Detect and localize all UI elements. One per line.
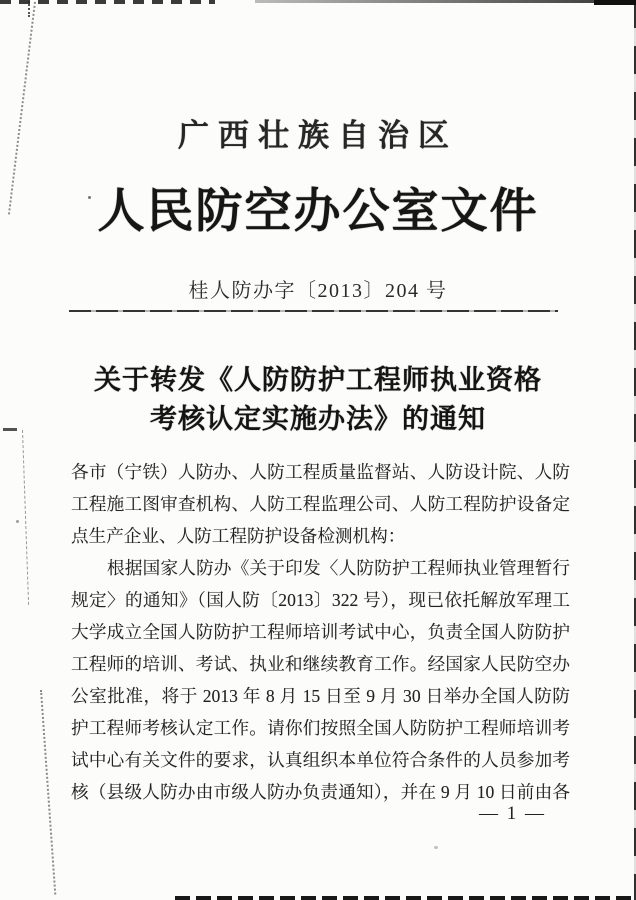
document-reference-number: 桂人防办字〔2013〕204 号 (188, 280, 448, 302)
scan-artifact-speck (434, 846, 438, 849)
body-line: 根据国家人防办《关于印发〈人防防护工程师执业管理暂行 (107, 558, 570, 578)
document-title-line-1: 关于转发《人防防护工程师执业资格 (94, 365, 542, 395)
body-line: 护工程师考核认定工作。请你们按照全国人防防护工程师培训考 (71, 718, 570, 738)
body-line: 工程施工图审查机构、人防工程监理公司、人防工程防护设备定 (71, 494, 570, 514)
scan-artifact-bottom-edge-dashes (175, 896, 636, 900)
body-line: 规定〉的通知》（国人防〔2013〕322 号），现已依托解放军理工 (71, 590, 570, 610)
letterhead-office-name: 人民防空办公室文件 (97, 186, 539, 238)
body-line: 核（县级人防办由市级人防办负责通知），并在 9 月 10 日前由各 (71, 782, 570, 802)
scan-artifact-top-edge-dashes (0, 0, 215, 4)
letterhead-region-name: 广西壮族自治区 (178, 118, 458, 153)
scan-artifact-top-tick-marks (28, 1, 30, 17)
document-body (71, 456, 570, 808)
body-line: 公室批准，将于 2013 年 8 月 15 日至 9 月 30 日举办全国人防防 (71, 686, 570, 706)
body-line: 点生产企业、人防工程防护设备检测机构： (71, 526, 406, 546)
separator-line (69, 310, 558, 312)
scan-artifact-top-right-corner (594, 0, 636, 5)
document-title (40, 361, 596, 439)
scan-artifact-speck (16, 520, 19, 523)
body-line: 工程师的培训、考试、执业和继续教育工作。经国家人民防空办 (71, 654, 570, 674)
body-line: 各市（宁铁）人防办、人防工程质量监督站、人防设计院、人防 (71, 462, 570, 482)
document-title-line-2: 考核认定实施办法》的通知 (150, 404, 486, 434)
page-number: — 1 — (479, 803, 546, 824)
scan-artifact-left-dash (3, 428, 17, 431)
body-line: 试中心有关文件的要求，认真组织本单位符合条件的人员参加考 (71, 750, 570, 770)
scan-artifact-fold-crease-bottom (40, 690, 56, 895)
scan-artifact-top-edge-line (255, 0, 636, 3)
body-line: 大学成立全国人防防护工程师培训考试中心，负责全国人防防护 (71, 622, 570, 642)
scan-artifact-fold-crease-middle (22, 430, 29, 605)
